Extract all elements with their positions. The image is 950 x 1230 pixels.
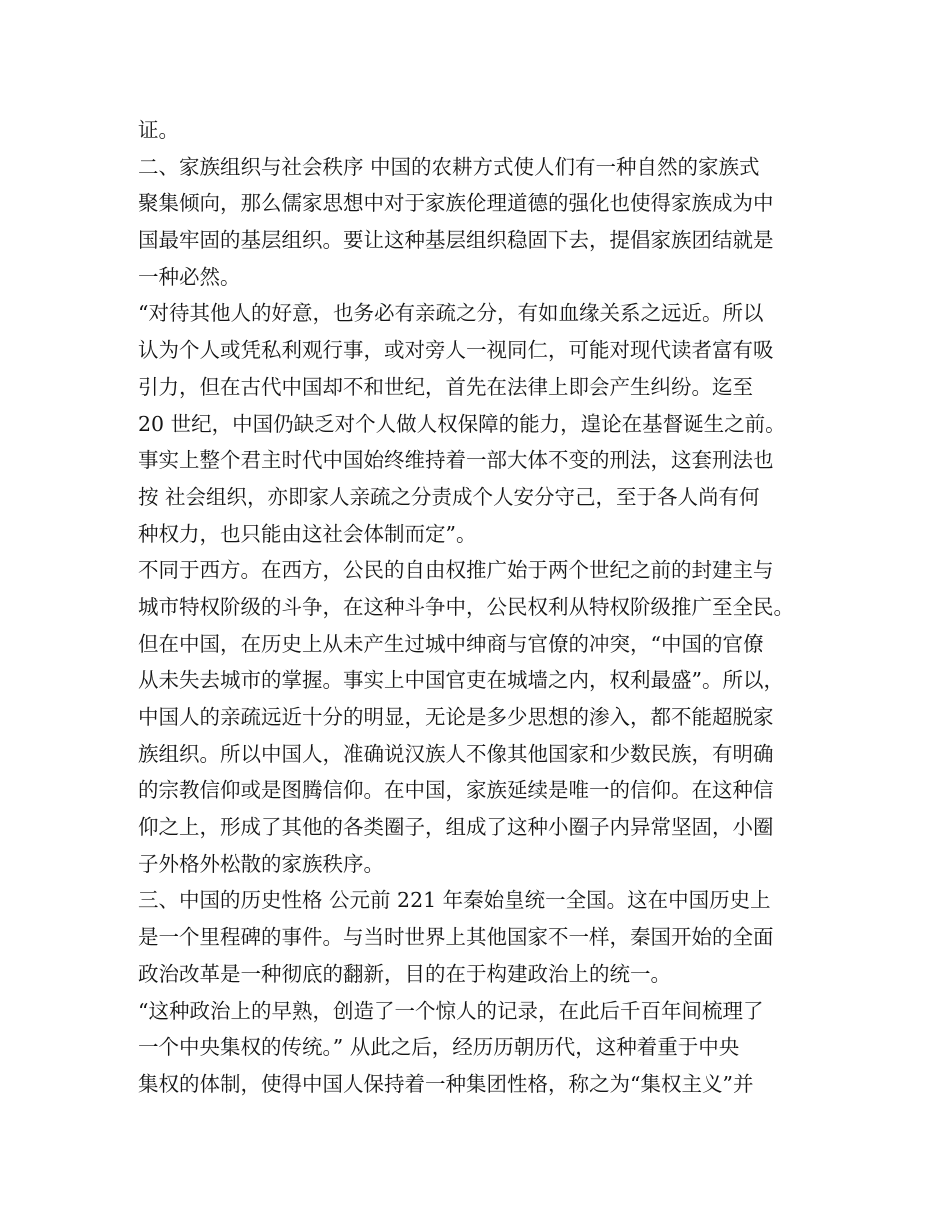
text-line: 一种必然。 [138,264,241,289]
quote-line: 一个中央集权的传统。” 从此之后，经历历朝历代，这种着重于中央 [138,1035,740,1060]
quote-line: “这种政治上的早熟，创造了一个惊人的记录，在此后千百年间梳理了 [138,998,764,1023]
text-line: 城市特权阶级的斗争，在这种斗争中，公民权利从特权阶级推广至全民。 [138,594,794,619]
text-line: 从未失去城市的掌握。事实上中国官吏在城墙之内，权利最盛”。所以， [138,668,784,693]
quote-line: 认为个人或凭私利观行事，或对旁人一视同仁，可能对现代读者富有吸 [138,338,774,363]
text-line: 子外格外松散的家族秩序。 [138,851,384,876]
quote-line: 按 社会组织，亦即家人亲疏之分责成个人安分守己，至于各人尚有何 [138,484,760,509]
quote-line: 20 世纪，中国仍缺乏对个人做人权保障的能力，遑论在基督诞生之前。 [138,411,786,436]
quote-line: “对待其他人的好意，也务必有亲疏之分，有如血缘关系之远近。所以 [138,301,764,326]
text-line: 集权的体制，使得中国人保持着一种集团性格，称之为“集权主义”并 [138,1071,754,1096]
text-line: 不同于西方。在西方，公民的自由权推广始于两个世纪之前的封建主与 [138,558,774,583]
text-line: 仰之上，形成了其他的各类圈子，组成了这种小圈子内异常坚固，小圈 [138,815,774,840]
text-line: 是一个里程碑的事件。与当时世界上其他国家不一样，秦国开始的全面 [138,925,774,950]
text-line: 的宗教信仰或是图腾信仰。在中国，家族延续是唯一的信仰。在这种信 [138,778,774,803]
quote-line: 引力，但在古代中国却不和世纪，首先在法律上即会产生纠纷。迄至 [138,374,753,399]
text-line: 族组织。所以中国人，准确说汉族人不像其他国家和少数民族，有明确 [138,741,774,766]
quote-line: 事实上整个君主时代中国始终维持着一部大体不变的刑法，这套刑法也 [138,448,774,473]
text-line: 政治改革是一种彻底的翻新，目的在于构建政治上的统一。 [138,961,671,986]
text-line: 证。 [138,118,179,142]
body-text [138,112,818,1103]
quote-line: 种权力，也只能由这社会体制而定”。 [138,521,477,546]
text-line: 中国人的亲疏远近十分的明显，无论是多少思想的渗入，都不能超脱家 [138,705,774,729]
text-line: 国最牢固的基层组织。要让这种基层组织稳固下去，提倡家族团结就是 [138,228,774,253]
section-heading-line: 二、家族组织与社会秩序 中国的农耕方式使人们有一种自然的家族式 [138,154,760,179]
section-heading-line: 三、中国的历史性格 公元前 221 年秦始皇统一全国。这在中国历史上 [138,888,771,913]
text-line: 但在中国，在历史上从未产生过城中绅商与官僚的冲突，“中国的官僚 [138,631,764,656]
text-line: 聚集倾向，那么儒家思想中对于家族伦理道德的强化也使得家族成为中 [138,191,774,216]
